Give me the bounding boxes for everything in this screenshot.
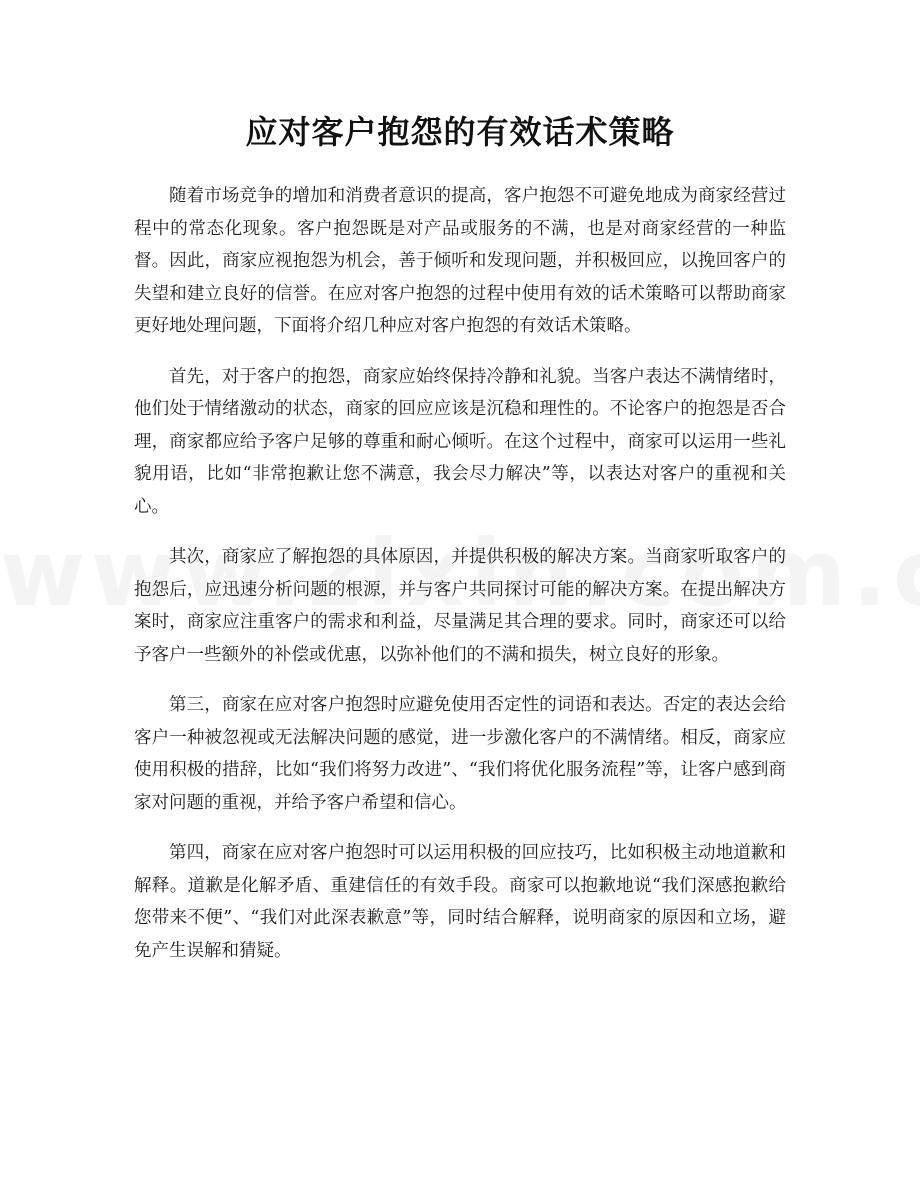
paragraph-intro: 随着市场竞争的增加和消费者意识的提高，客户抱怨不可避免地成为商家经营过程中的常态化现象。客户抱怨既是对产品或服务的不满，也是对商家经营的一种监督。因此，商家应视抱怨为机会，善于倾听和发现问题，并积极回应，以挽回客户的失望和建立良好的信誉。在应对客户抱怨的过程中使用有效的话术策略可以帮助商家更好地处理问题，下面将介绍几种应对客户抱怨的有效话术策略。 xyxy=(134,186,786,336)
paragraph-second: 其次，商家应了解抱怨的具体原因，并提供积极的解决方案。当商家听取客户的抱怨后，应迅速分析问题的根源，并与客户共同探讨可能的解决方案。在提出解决方案时，商家应注重客户的需求和利益，尽量满足其合理的要求。同时，商家还可以给予客户一些额外的补偿或优惠，以弥补他们的不满和损失，树立良好的形象。 xyxy=(134,547,786,665)
paragraph-third: 第三，商家在应对客户抱怨时应避免使用否定性的词语和表达。否定的表达会给客户一种被忽视或无法解决问题的感觉，进一步激化客户的不满情绪。相反，商家应使用积极的措辞，比如“我们将努力改进”、“我们将优化服务流程”等，让客户感到商家对问题的重视，并给予客户希望和信心。 xyxy=(134,695,786,813)
paragraph-fourth: 第四，商家在应对客户抱怨时可以运用积极的回应技巧，比如积极主动地道歉和解释。道歉是化解矛盾、重建信任的有效手段。商家可以抱歉地说“我们深感抱歉给您带来不便”、“我们对此深表歉意”等，同时结合解释，说明商家的原因和立场，避免产生误解和猜疑。 xyxy=(134,843,786,961)
page-title: 应对客户抱怨的有效话术策略 xyxy=(245,113,675,151)
paragraph-first: 首先，对于客户的抱怨，商家应始终保持冷静和礼貌。当客户表达不满情绪时，他们处于情绪激动的状态，商家的回应应该是沉稳和理性的。不论客户的抱怨是否合理，商家都应给予客户足够的尊重和耐心倾听。在这个过程中，商家可以运用一些礼貌用语，比如“非常抱歉让您不满意，我会尽力解决”等，以表达对客户的重视和关心。 xyxy=(134,366,786,517)
document-body xyxy=(134,180,786,985)
